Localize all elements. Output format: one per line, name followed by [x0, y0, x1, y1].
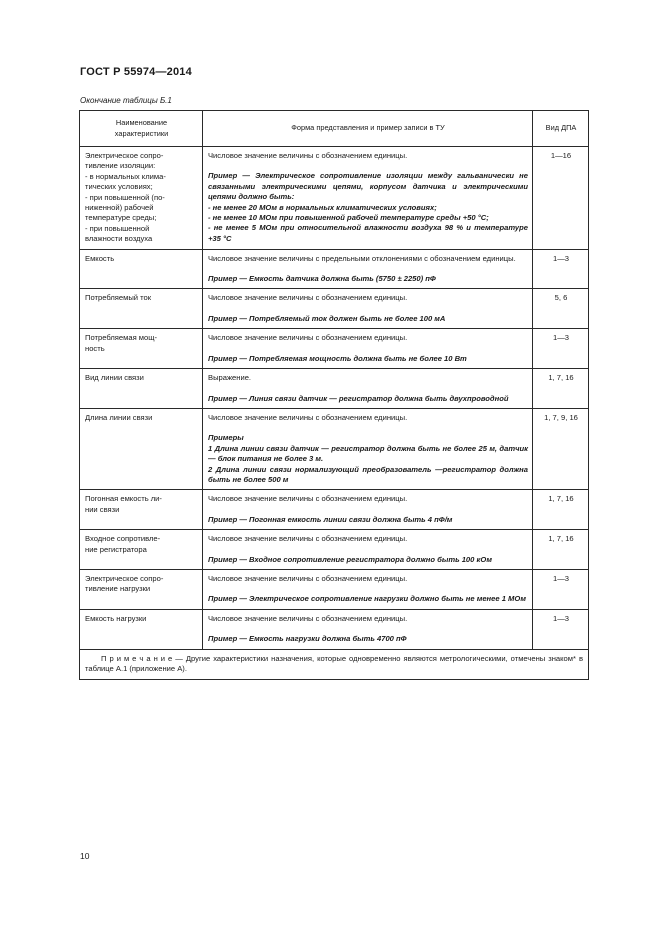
characteristic-name-line: Погонная емкость ли- [85, 494, 162, 504]
form-description: Числовое значение величины с обозначением единицы. [208, 151, 408, 160]
example-text [208, 314, 528, 324]
form-description: Числовое значение величины с обозначением единицы. [208, 412, 408, 422]
header-col1-line: характеристики [114, 128, 169, 138]
characteristics-table [79, 110, 589, 680]
example-text [208, 555, 528, 565]
example-line: Пример — Потребляемый ток должен быть не более 100 мА [208, 313, 446, 323]
table-row [80, 249, 589, 289]
characteristic-name-line: Потребляемая мощ- [85, 333, 158, 343]
example-line: - не менее 20 МОм в нормальных климатических условиях; [208, 202, 437, 212]
example-line: Пример — Линия связи датчик — регистратор должна быть двухпроводной [208, 393, 509, 403]
form-cell [203, 609, 533, 649]
characteristic-name [80, 609, 203, 649]
example-line: Пример — Емкость нагрузки должна быть 4700 пФ [208, 634, 407, 644]
form-description: Числовое значение величины с обозначением единицы. [208, 494, 408, 504]
example-text [208, 394, 528, 404]
characteristic-name-line: тических условиях; [85, 182, 153, 192]
characteristic-name-line: - при повышенной [85, 223, 150, 233]
note-row [80, 649, 589, 680]
example-line: Пример — Погонная емкость линии связи должна быть 4 пФ/м [208, 514, 453, 524]
form-cell [203, 408, 533, 489]
example-line: Пример — Емкость датчика должна быть (5750 ± 2250) пФ [208, 274, 436, 284]
dpa-cell: 1, 7, 9, 16 [533, 408, 589, 489]
example-line: - не менее 10 МОм при повышенной рабочей температуре среды +50 °С; [208, 213, 489, 223]
example-text [208, 274, 528, 284]
form-description: Числовое значение величины с обозначением единицы. [208, 534, 408, 544]
form-cell [203, 369, 533, 409]
table-row [80, 530, 589, 570]
dpa-cell: 1—16 [533, 147, 589, 250]
characteristic-name [80, 530, 203, 570]
characteristic-name [80, 369, 203, 409]
dpa-cell: 1, 7, 16 [533, 369, 589, 409]
characteristic-name-line: Вид линии связи [85, 373, 144, 383]
dpa-cell: 5, 6 [533, 289, 589, 329]
form-cell [203, 490, 533, 530]
example-text [208, 515, 528, 525]
characteristic-name [80, 569, 203, 609]
table-note: П р и м е ч а н и е — Другие характеристики назначения, которые одновременно являются метрологическими, отмечены знаком* в таблице А.1 (приложение А). [80, 649, 589, 680]
characteristic-name-line: Электрическое сопро- [85, 151, 164, 160]
dpa-cell: 1—3 [533, 569, 589, 609]
form-cell [203, 329, 533, 369]
header-form: Форма представления и пример записи в ТУ [203, 111, 533, 147]
characteristic-name-line: температуре среды; [85, 213, 157, 223]
dpa-cell: 1, 7, 16 [533, 490, 589, 530]
table-row [80, 408, 589, 489]
example-line: Пример — Потребляемая мощность должна быть не более 10 Вт [208, 353, 467, 363]
table-row [80, 569, 589, 609]
characteristic-name-line: Емкость нагрузки [85, 613, 147, 623]
form-cell [203, 569, 533, 609]
table-header-row [80, 111, 589, 147]
characteristic-name-line: Потребляемый ток [85, 293, 152, 303]
characteristic-name-line: ниженной) рабочей [85, 203, 154, 213]
standard-designation: ГОСТ Р 55974—2014 [80, 66, 192, 78]
characteristic-name [80, 249, 203, 289]
characteristic-name-line: - в нормальных клима- [85, 171, 166, 181]
example-text [208, 171, 528, 244]
example-line: 1 Длина линии связи датчик — регистратор должна быть не более 25 м, датчик — блок питания не более 3 м. [208, 443, 528, 464]
characteristic-name-line: ние регистратора [85, 544, 147, 554]
characteristic-name-line: нии связи [85, 504, 120, 514]
example-line: Пример — Электрическое сопротивление нагрузки должно быть не менее 1 МОм [208, 594, 526, 604]
characteristic-name-line: Входное сопротивле- [85, 534, 161, 544]
header-dpa: Вид ДПА [533, 111, 589, 147]
header-characteristic [80, 111, 203, 147]
characteristic-name-line: Электрическое сопро- [85, 573, 164, 583]
form-description: Числовое значение величины с обозначением единицы. [208, 573, 408, 583]
table-row [80, 369, 589, 409]
form-description: Числовое значение величины с обозначением единицы. [208, 333, 408, 343]
characteristic-name-line: влажности воздуха [85, 234, 153, 244]
characteristic-name-line: Длина линии связи [85, 412, 153, 422]
form-description: Числовое значение величины с обозначением единицы. [208, 613, 408, 623]
characteristic-name [80, 329, 203, 369]
example-line: Примеры [208, 433, 244, 443]
dpa-cell: 1—3 [533, 609, 589, 649]
example-text [208, 433, 528, 485]
example-line: - не менее 5 МОм при относительной влажности воздуха 98 % и температуре +35 °С [208, 223, 528, 243]
dpa-cell: 1—3 [533, 329, 589, 369]
characteristic-name-line: - при повышенной (по- [85, 192, 165, 202]
header-col1-line: Наименование [115, 118, 168, 128]
characteristic-name [80, 408, 203, 489]
characteristic-name [80, 289, 203, 329]
dpa-cell: 1—3 [533, 249, 589, 289]
form-cell [203, 249, 533, 289]
example-line: Пример — Входное сопротивление регистратора должно быть 100 кОм [208, 554, 492, 564]
page-number: 10 [80, 851, 90, 861]
form-description: Выражение. [208, 373, 252, 383]
example-line: 2 Длина линии связи нормализующий преобразователь —регистратор должна быть не более 500 м [208, 464, 528, 484]
characteristic-name-line: тивление изоляции: [85, 161, 156, 171]
table-row [80, 609, 589, 649]
example-text [208, 354, 528, 364]
characteristic-name-line: тивление нагрузки [85, 584, 151, 594]
example-text [208, 594, 528, 604]
form-cell [203, 289, 533, 329]
form-cell [203, 147, 533, 250]
table-row [80, 289, 589, 329]
characteristic-name [80, 490, 203, 530]
table-row [80, 490, 589, 530]
example-line: Пример — Электрическое сопротивление изоляции между гальванически не связанными электрическими цепями, корпусом датчика и электрическими цепями должно быть: [208, 171, 528, 202]
table-row [80, 147, 589, 250]
characteristic-name-line: ность [85, 343, 105, 353]
table-caption: Окончание таблицы Б.1 [80, 96, 172, 105]
form-description: Числовое значение величины с обозначением единицы. [208, 293, 408, 303]
example-text [208, 634, 528, 644]
characteristic-name [80, 147, 203, 250]
dpa-cell: 1, 7, 16 [533, 530, 589, 570]
table-row [80, 329, 589, 369]
form-description: Числовое значение величины с предельными отклонениями с обозначением единицы. [208, 253, 516, 263]
characteristic-name-line: Емкость [85, 253, 115, 263]
form-cell [203, 530, 533, 570]
